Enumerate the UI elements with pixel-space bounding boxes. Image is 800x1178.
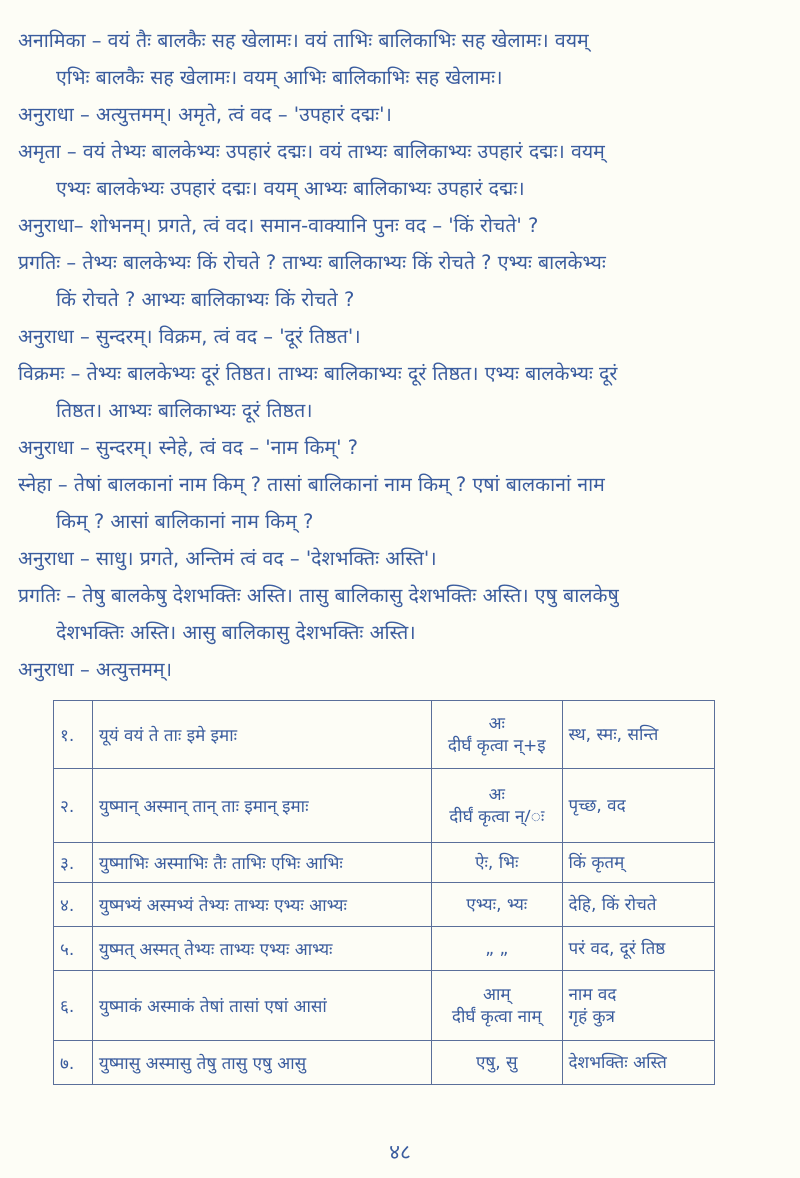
- dialogue-line: प्रगतिः – तेषु बालकेषु देशभक्तिः अस्ति। तासु बालिकासु देशभक्तिः अस्ति। एषु बालकेषु: [18, 584, 619, 607]
- table-row: [54, 927, 715, 971]
- table-row: [54, 1041, 715, 1085]
- row-number: २.: [54, 769, 93, 843]
- dialogue-line: अमृता – वयं तेभ्यः बालकेभ्यः उपहारं दद्मः। वयं ताभ्यः बालिकाभ्यः उपहारं दद्मः। वयम्: [18, 140, 605, 163]
- row-number: ३.: [54, 843, 93, 883]
- row-number: ४.: [54, 883, 93, 927]
- pronoun-forms: युष्मभ्यं अस्मभ्यं तेभ्यः ताभ्यः एभ्यः आभ्यः: [92, 883, 431, 927]
- suffix-cell: [432, 769, 562, 843]
- suffix-line: दीर्घं कृत्वा न्+इ: [447, 735, 546, 756]
- dialogue-line: अनुराधा – सुन्दरम्। स्नेहे, त्वं वद – 'नाम किम्' ?: [18, 436, 358, 459]
- suffix-line: अः: [488, 713, 505, 734]
- suffix-line: दीर्घं कृत्वा न्/ः: [449, 806, 545, 827]
- usage-cell: [562, 701, 715, 769]
- usage-line: देहि, किं रोचते: [568, 894, 657, 915]
- dialogue-line: अनुराधा – अत्युत्तमम्। अमृते, त्वं वद – 'उपहारं दद्मः'।: [18, 103, 392, 126]
- dialogue-line: एभ्यः बालकेभ्यः उपहारं दद्मः। वयम् आभ्यः बालिकाभ्यः उपहारं दद्मः।: [56, 177, 525, 200]
- suffix-cell: [432, 927, 562, 971]
- usage-line: किं कृतम्: [568, 852, 625, 873]
- dialogue-line: किं रोचते ? आभ्यः बालिकाभ्यः किं रोचते ?: [56, 288, 355, 311]
- row-number: ७.: [54, 1041, 93, 1085]
- page-number: ४८: [389, 1140, 411, 1164]
- dialogue-line: एभिः बालकैः सह खेलामः। वयम् आभिः बालिकाभिः सह खेलामः।: [56, 66, 503, 89]
- suffix-line: आम्: [483, 984, 511, 1005]
- usage-line: नाम वद: [568, 984, 617, 1005]
- table-row: [54, 769, 715, 843]
- dialogue-line: अनामिका – वयं तैः बालकैः सह खेलामः। वयं ताभिः बालिकाभिः सह खेलामः। वयम्: [18, 29, 589, 52]
- suffix-cell: [432, 1041, 562, 1085]
- usage-cell: [562, 927, 715, 971]
- suffix-cell: [432, 843, 562, 883]
- dialogue-line: स्नेहा – तेषां बालकानां नाम किम् ? तासां बालिकानां नाम किम् ? एषां बालकानां नाम: [18, 473, 605, 496]
- suffix-line: दीर्घं कृत्वा नाम्: [451, 1006, 542, 1027]
- dialogue-line: अनुराधा – सुन्दरम्। विक्रम, त्वं वद – 'दूरं तिष्ठत'।: [18, 325, 361, 348]
- usage-cell: [562, 843, 715, 883]
- usage-line: पृच्छ, वद: [568, 795, 626, 816]
- dialogue-line: विक्रमः – तेभ्यः बालकेभ्यः दूरं तिष्ठत। ताभ्यः बालिकाभ्यः दूरं तिष्ठत। एभ्यः बालकेभ्यः दूरं: [18, 362, 618, 385]
- suffix-line: एभ्यः, भ्यः: [466, 894, 528, 915]
- usage-cell: [562, 883, 715, 927]
- row-number: ५.: [54, 927, 93, 971]
- suffix-line: „ „: [485, 938, 509, 959]
- table-row: [54, 701, 715, 769]
- pronoun-forms: युष्मान् अस्मान् तान् ताः इमान् इमाः: [92, 769, 431, 843]
- usage-cell: [562, 769, 715, 843]
- table-row: [54, 883, 715, 927]
- suffix-line: एषु, सु: [476, 1052, 518, 1073]
- pronoun-table-body: [54, 701, 715, 1085]
- dialogue-line: अनुराधा– शोभनम्। प्रगते, त्वं वद। समान-वाक्यानि पुनः वद – 'किं रोचते' ?: [18, 214, 539, 237]
- usage-line: देशभक्तिः अस्ति: [568, 1052, 667, 1073]
- usage-cell: [562, 971, 715, 1041]
- suffix-cell: [432, 883, 562, 927]
- pronoun-forms: युष्मत् अस्मत् तेभ्यः ताभ्यः एभ्यः आभ्यः: [92, 927, 431, 971]
- pronoun-forms: युष्माकं अस्माकं तेषां तासां एषां आसां: [92, 971, 431, 1041]
- pronoun-forms: युष्मासु अस्मासु तेषु तासु एषु आसु: [92, 1041, 431, 1085]
- suffix-cell: [432, 701, 562, 769]
- row-number: ६.: [54, 971, 93, 1041]
- table-row: [54, 971, 715, 1041]
- suffix-cell: [432, 971, 562, 1041]
- dialogue-line: अनुराधा – साधु। प्रगते, अन्तिमं त्वं वद – 'देशभक्तिः अस्ति'।: [18, 547, 437, 570]
- pronoun-forms: युष्माभिः अस्माभिः तैः ताभिः एभिः आभिः: [92, 843, 431, 883]
- dialogue-line: तिष्ठत। आभ्यः बालिकाभ्यः दूरं तिष्ठत।: [56, 399, 313, 422]
- usage-line: स्थ, स्मः, सन्ति: [568, 724, 659, 745]
- table-row: [54, 843, 715, 883]
- dialogue-line: प्रगतिः – तेभ्यः बालकेभ्यः किं रोचते ? ताभ्यः बालिकाभ्यः किं रोचते ? एभ्यः बालकेभ्यः: [18, 251, 606, 274]
- dialogue-line: अनुराधा – अत्युत्तमम्।: [18, 658, 172, 681]
- pronoun-table: [53, 700, 715, 1085]
- usage-cell: [562, 1041, 715, 1085]
- suffix-line: अः: [488, 784, 505, 805]
- row-number: १.: [54, 701, 93, 769]
- suffix-line: ऐः, भिः: [475, 852, 519, 873]
- dialogue-line: देशभक्तिः अस्ति। आसु बालिकासु देशभक्तिः अस्ति।: [56, 621, 416, 644]
- dialogue-line: किम् ? आसां बालिकानां नाम किम् ?: [56, 510, 314, 533]
- usage-line: गृहं कुत्र: [568, 1006, 615, 1027]
- pronoun-forms: यूयं वयं ते ताः इमे इमाः: [92, 701, 431, 769]
- usage-line: परं वद, दूरं तिष्ठ: [568, 938, 666, 959]
- dialogue-section: [18, 22, 788, 688]
